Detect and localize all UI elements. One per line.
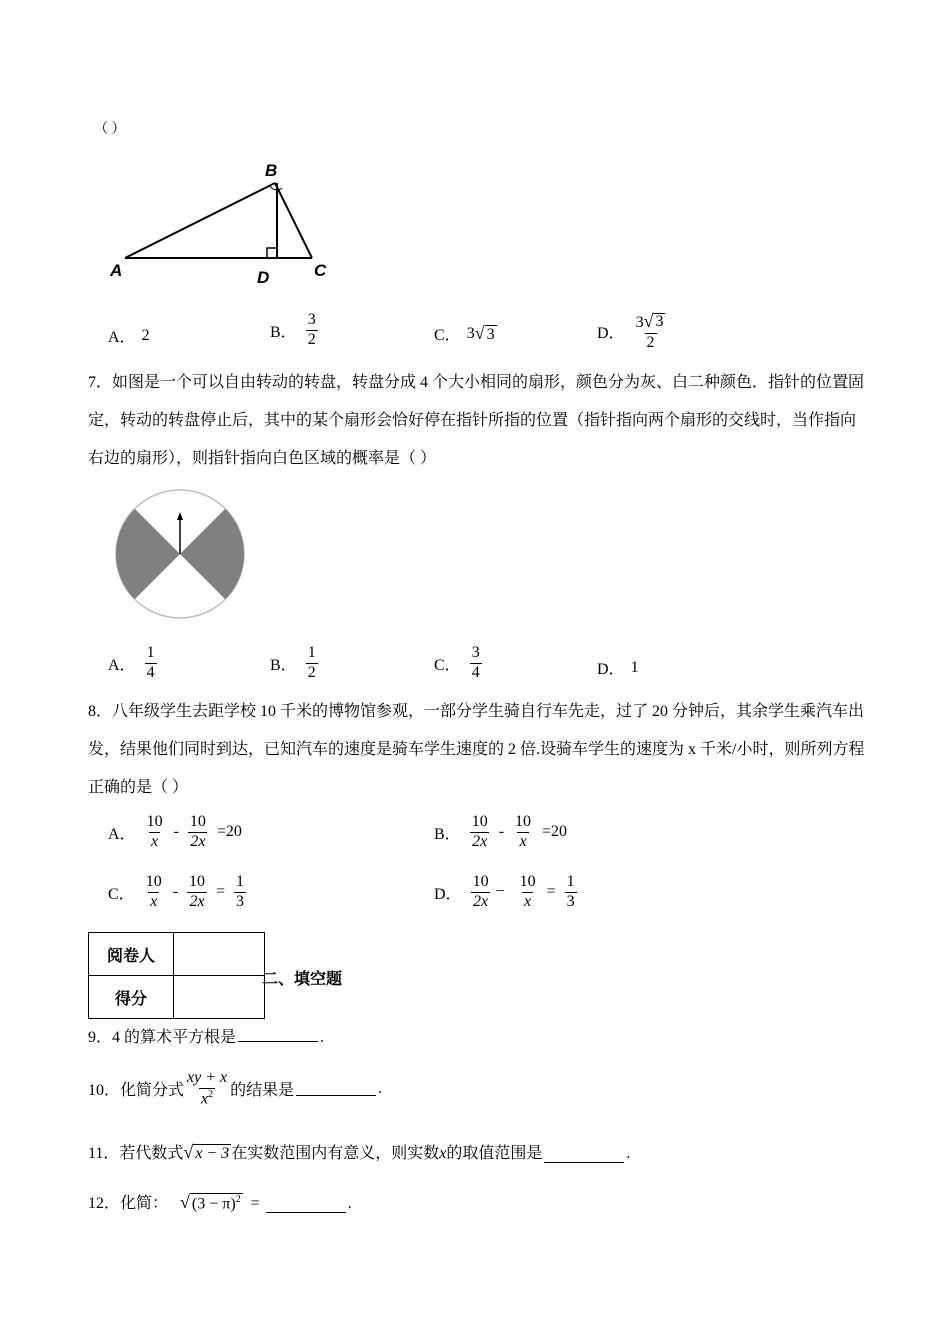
q7-option-c[interactable]: C． $\frac{3}{4}$ bbox=[434, 644, 480, 681]
q6-option-a[interactable]: A． 2 bbox=[108, 326, 150, 346]
triangle-figure bbox=[100, 158, 340, 288]
q8-option-d[interactable]: D． $\frac{10}{2x}$ − $\frac{10}{x}$ = $\frac{1}{3}$ bbox=[434, 873, 575, 910]
answer-blank[interactable] bbox=[266, 1198, 346, 1213]
label-b: B bbox=[265, 161, 278, 180]
sqrt-expression: √ x − 3 bbox=[183, 1142, 230, 1162]
fraction: $\frac{3}{2}$ bbox=[307, 311, 316, 348]
fraction: $\frac{3}{4}$ bbox=[471, 644, 480, 681]
question-9: 9．4 的算术平方根是 . bbox=[88, 1029, 325, 1046]
fraction: $\frac{1}{4}$ bbox=[146, 644, 155, 681]
fraction: $\frac{xy + x}{x^2}$ bbox=[187, 1069, 228, 1108]
q8-option-a[interactable]: A． $\frac{10}{x}$ - $\frac{10}{2x}$ =20 bbox=[108, 813, 242, 850]
q7-option-b[interactable]: B． $\frac{1}{2}$ bbox=[270, 644, 316, 681]
q6-option-d[interactable]: D． 3 √ 3 2 bbox=[597, 312, 670, 352]
side-ab bbox=[125, 183, 275, 258]
answer-blank[interactable] bbox=[544, 1148, 624, 1163]
answer-parentheses: （ ） bbox=[94, 122, 126, 137]
question-11: 11．若代数式 √ x − 3 在实数范围内有意义，则实数 x 的取值范围是 . bbox=[88, 1142, 631, 1162]
question-8-text: 8．八年级学生去距学校 10 千米的博物馆参观，一部分学生骑自行车先走，过了 20 分钟后，其余学生乘汽车出发，结果他们同时到达，已知汽车的速度是骑车学生速度的 2 倍.设骑车学生的速度为 x 千米/小时，则所列方程正确的是（ ） bbox=[88, 703, 865, 796]
section-title: 二、填空题 bbox=[262, 969, 343, 988]
label-a: A bbox=[110, 261, 123, 280]
label-c: C bbox=[314, 261, 327, 280]
question-10: 10．化简分式 $\frac{xy + x}{x^2}$ 的结果是 . bbox=[88, 1069, 383, 1108]
score-table bbox=[88, 932, 265, 1019]
sqrt-expression: √ $(3 - \pi)^2$ bbox=[180, 1192, 241, 1212]
fraction: $\frac{1}{2}$ bbox=[307, 644, 316, 681]
sqrt-expression: √ 3 bbox=[474, 323, 495, 343]
question-12: 12．化简： √ $(3 - \pi)^2$ = . bbox=[88, 1192, 352, 1212]
right-angle-mark bbox=[267, 248, 277, 258]
score-label: 得分 bbox=[89, 976, 174, 1019]
side-bc bbox=[275, 183, 312, 258]
score-cell[interactable] bbox=[174, 976, 265, 1019]
q6-option-b[interactable]: B． $\frac{3}{2}$ bbox=[270, 311, 316, 348]
spinner-figure bbox=[114, 488, 246, 620]
q7-option-d[interactable]: D． 1 bbox=[597, 658, 639, 678]
q7-option-a[interactable]: A． $\frac{1}{4}$ bbox=[108, 644, 155, 681]
label-d: D bbox=[257, 268, 270, 287]
q6-option-c[interactable]: C． 3 √ 3 bbox=[434, 323, 495, 344]
grader-cell[interactable] bbox=[174, 933, 265, 976]
answer-blank[interactable] bbox=[238, 1027, 318, 1042]
fraction: 3 √ 3 2 bbox=[635, 311, 664, 351]
grader-label: 阅卷人 bbox=[89, 933, 174, 976]
q8-option-c[interactable]: C． $\frac{10}{x}$ - $\frac{10}{2x}$ = $\frac{1}{3}$ bbox=[108, 873, 245, 910]
answer-blank[interactable] bbox=[296, 1081, 376, 1096]
question-7-text: 7．如图是一个可以自由转动的转盘，转盘分成 4 个大小相同的扇形，颜色分为灰、白二种颜色．指针的位置固定，转动的转盘停止后，其中的某个扇形会恰好停在指针所指的位置（指针指向两个扇形的交线时，当作指向右边的扇形），则指针指向白色区域的概率是（ ） bbox=[88, 374, 865, 467]
q8-option-b[interactable]: B． $\frac{10}{2x}$ - $\frac{10}{x}$ =20 bbox=[434, 813, 568, 850]
